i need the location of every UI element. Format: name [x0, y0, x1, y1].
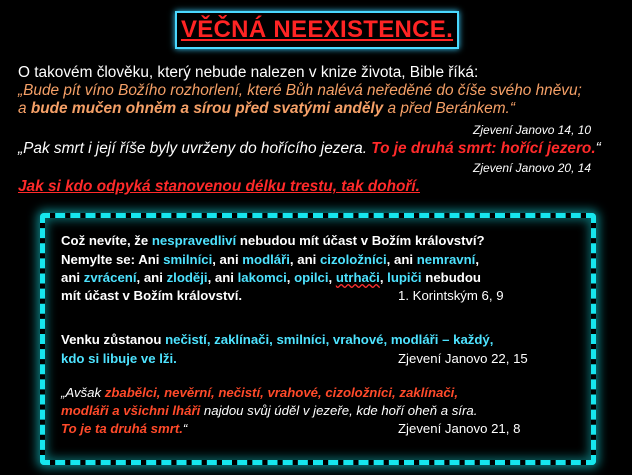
verse1-line4: mít účast v Božím království. [61, 288, 243, 303]
reference-14-10: Zjevení Janovo 14, 10 [473, 123, 592, 137]
verse3-line2: modláři a všichni lháři najdou svůj úděl v jezeře, kde hoří oheň a síra. [61, 403, 478, 418]
reference-1kor-6-9: 1. Korintským 6, 9 [398, 288, 504, 303]
conclusion-line: Jak si kdo odpyká stanovenou délku trestu, tak dohoří. [18, 178, 420, 195]
title-frame [175, 11, 459, 49]
verse1-line1: Což nevíte, že nespravedliví nebudou mít účast v Božím království? [61, 233, 485, 248]
reference-20-14: Zjevení Janovo 20, 14 [473, 161, 592, 175]
verse3-line3: To je ta druhá smrt.“ [61, 421, 188, 436]
reference-21-8: Zjevení Janovo 21, 8 [398, 421, 521, 436]
verse2-line1: Venku zůstanou nečistí, zaklínači, smilníci, vrahové, modláři – každý, [61, 332, 494, 347]
quote2-emphasis: To je druhá smrt: hořící jezero. [371, 140, 596, 157]
verse3-line1: „Avšak zbabělci, nevěrní, nečistí, vrahové, cizoložníci, zaklínači, [61, 385, 458, 400]
quote1-line1: „Bude pít víno Božího rozhorlení, které Bůh nalévá neředěné do číše svého hněvu; [18, 82, 582, 99]
intro-line: O takovém člověku, který nebude nalezen v knize života, Bible říká: [18, 64, 479, 81]
reference-22-15: Zjevení Janovo 22, 15 [398, 351, 528, 366]
verse2-line2: kdo si libuje ve lži. [61, 351, 177, 366]
quote1-line2: a bude mučen ohněm a sírou před svatými anděly a před Beránkem.“ [18, 100, 515, 117]
quote1-emphasis: bude mučen ohněm a sírou před svatými anděly [30, 100, 384, 117]
verse1-line3: ani zvrácení, ani zloději, ani lakomci, opilci, utrhači, lupiči nebudou [61, 270, 481, 285]
page-title: VĚČNÁ NEEXISTENCE. [180, 16, 454, 43]
verse1-line2: Nemylte se: Ani smilníci, ani modláři, ani cizoložníci, ani nemravní, [61, 252, 480, 267]
quote2-line: „Pak smrt i její říše byly uvrženy do hořícího jezera. To je druhá smrt: hořící jezero.“ [18, 140, 601, 157]
